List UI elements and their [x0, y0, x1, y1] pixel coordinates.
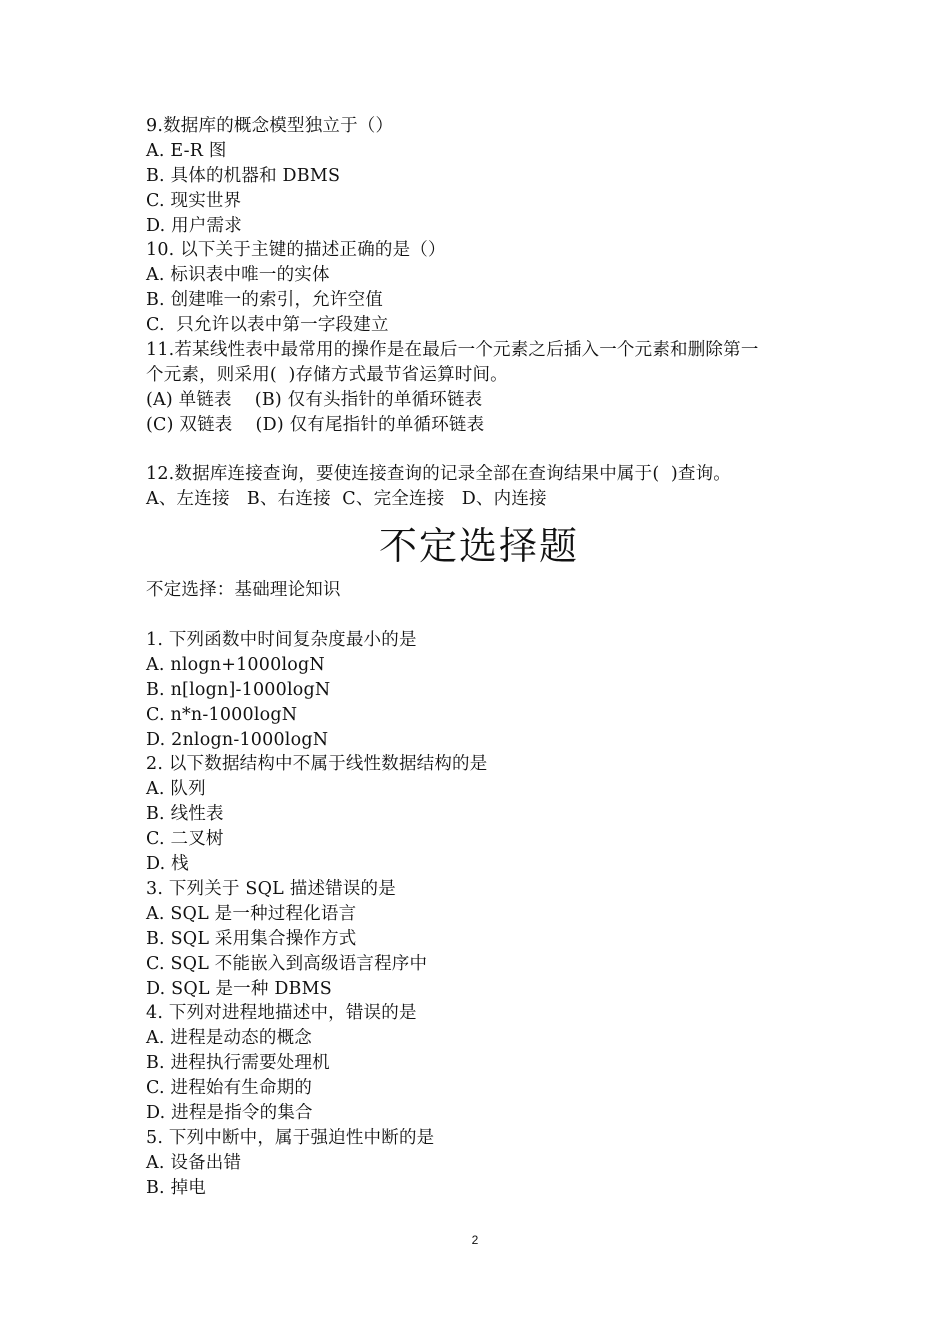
text-line: A. 队列: [146, 779, 206, 800]
text-line: A. 进程是动态的概念: [146, 1028, 312, 1049]
text-line: B. 具体的机器和 DBMS: [146, 165, 341, 186]
text-line: D. 用户需求: [146, 215, 242, 236]
text-line: C. 只允许以表中第一字段建立: [146, 315, 389, 336]
section-heading: 不定选择题: [378, 524, 579, 569]
text-line: 10. 以下关于主键的描述正确的是（）: [146, 240, 446, 261]
blank-line: [146, 438, 826, 463]
text-line: B. 创建唯一的索引，允许空值: [146, 290, 383, 311]
text-line: 不定选择：基础理论知识: [146, 580, 341, 601]
page-content: [146, 114, 826, 1201]
text-line: B. n[logn]-1000logN: [146, 679, 331, 700]
text-line: C. n*n-1000logN: [146, 704, 298, 725]
blank-line: [146, 603, 826, 628]
text-line: A. nlogn+1000logN: [146, 654, 325, 675]
text-line: 2. 以下数据结构中不属于线性数据结构的是: [146, 754, 488, 775]
text-line: C. 进程始有生命期的: [146, 1078, 313, 1099]
text-line: A. 设备出错: [146, 1152, 242, 1173]
text-line: 3. 下列关于 SQL 描述错误的是: [146, 878, 396, 899]
page-number: 2: [471, 1233, 479, 1247]
text-line: 个元素，则采用( )存储方式最节省运算时间。: [146, 364, 508, 385]
text-line: D. 2nlogn-1000logN: [146, 729, 329, 750]
text-line: C. SQL 不能嵌入到高级语言程序中: [146, 953, 428, 974]
text-line: 12.数据库连接查询，要使连接查询的记录全部在查询结果中属于( )查询。: [146, 464, 732, 485]
text-line: 9.数据库的概念模型独立于（）: [146, 116, 394, 136]
text-line: D. 栈: [146, 854, 189, 875]
text-line: B. 掉电: [146, 1177, 206, 1198]
text-line: (A) 单链表 (B) 仅有头指针的单循环链表: [146, 389, 483, 410]
text-line: B. 线性表: [146, 804, 224, 825]
questions-part-2: [146, 578, 826, 1200]
text-line: B. 进程执行需要处理机: [146, 1053, 330, 1074]
text-line: D. SQL 是一种 DBMS: [146, 978, 332, 999]
text-line: 1. 下列函数中时间复杂度最小的是: [146, 630, 417, 651]
text-line: B. SQL 采用集合操作方式: [146, 928, 357, 949]
text-line: 11.若某线性表中最常用的操作是在最后一个元素之后插入一个元素和删除第一: [146, 340, 759, 361]
text-line: (C) 双链表 (D) 仅有尾指针的单循环链表: [146, 414, 485, 435]
text-line: 4. 下列对进程地描述中，错误的是: [146, 1003, 417, 1024]
text-line: A. 标识表中唯一的实体: [146, 265, 330, 286]
questions-part-1: [146, 114, 826, 512]
text-line: C. 二叉树: [146, 829, 224, 850]
text-line: C. 现实世界: [146, 190, 242, 211]
text-line: A. E-R 图: [146, 140, 227, 161]
text-line: 5. 下列中断中，属于强迫性中断的是: [146, 1127, 435, 1148]
text-line: D. 进程是指令的集合: [146, 1102, 313, 1123]
text-line: A、左连接 B、右连接 C、完全连接 D、内连接: [146, 489, 547, 510]
text-line: A. SQL 是一种过程化语言: [146, 903, 357, 924]
